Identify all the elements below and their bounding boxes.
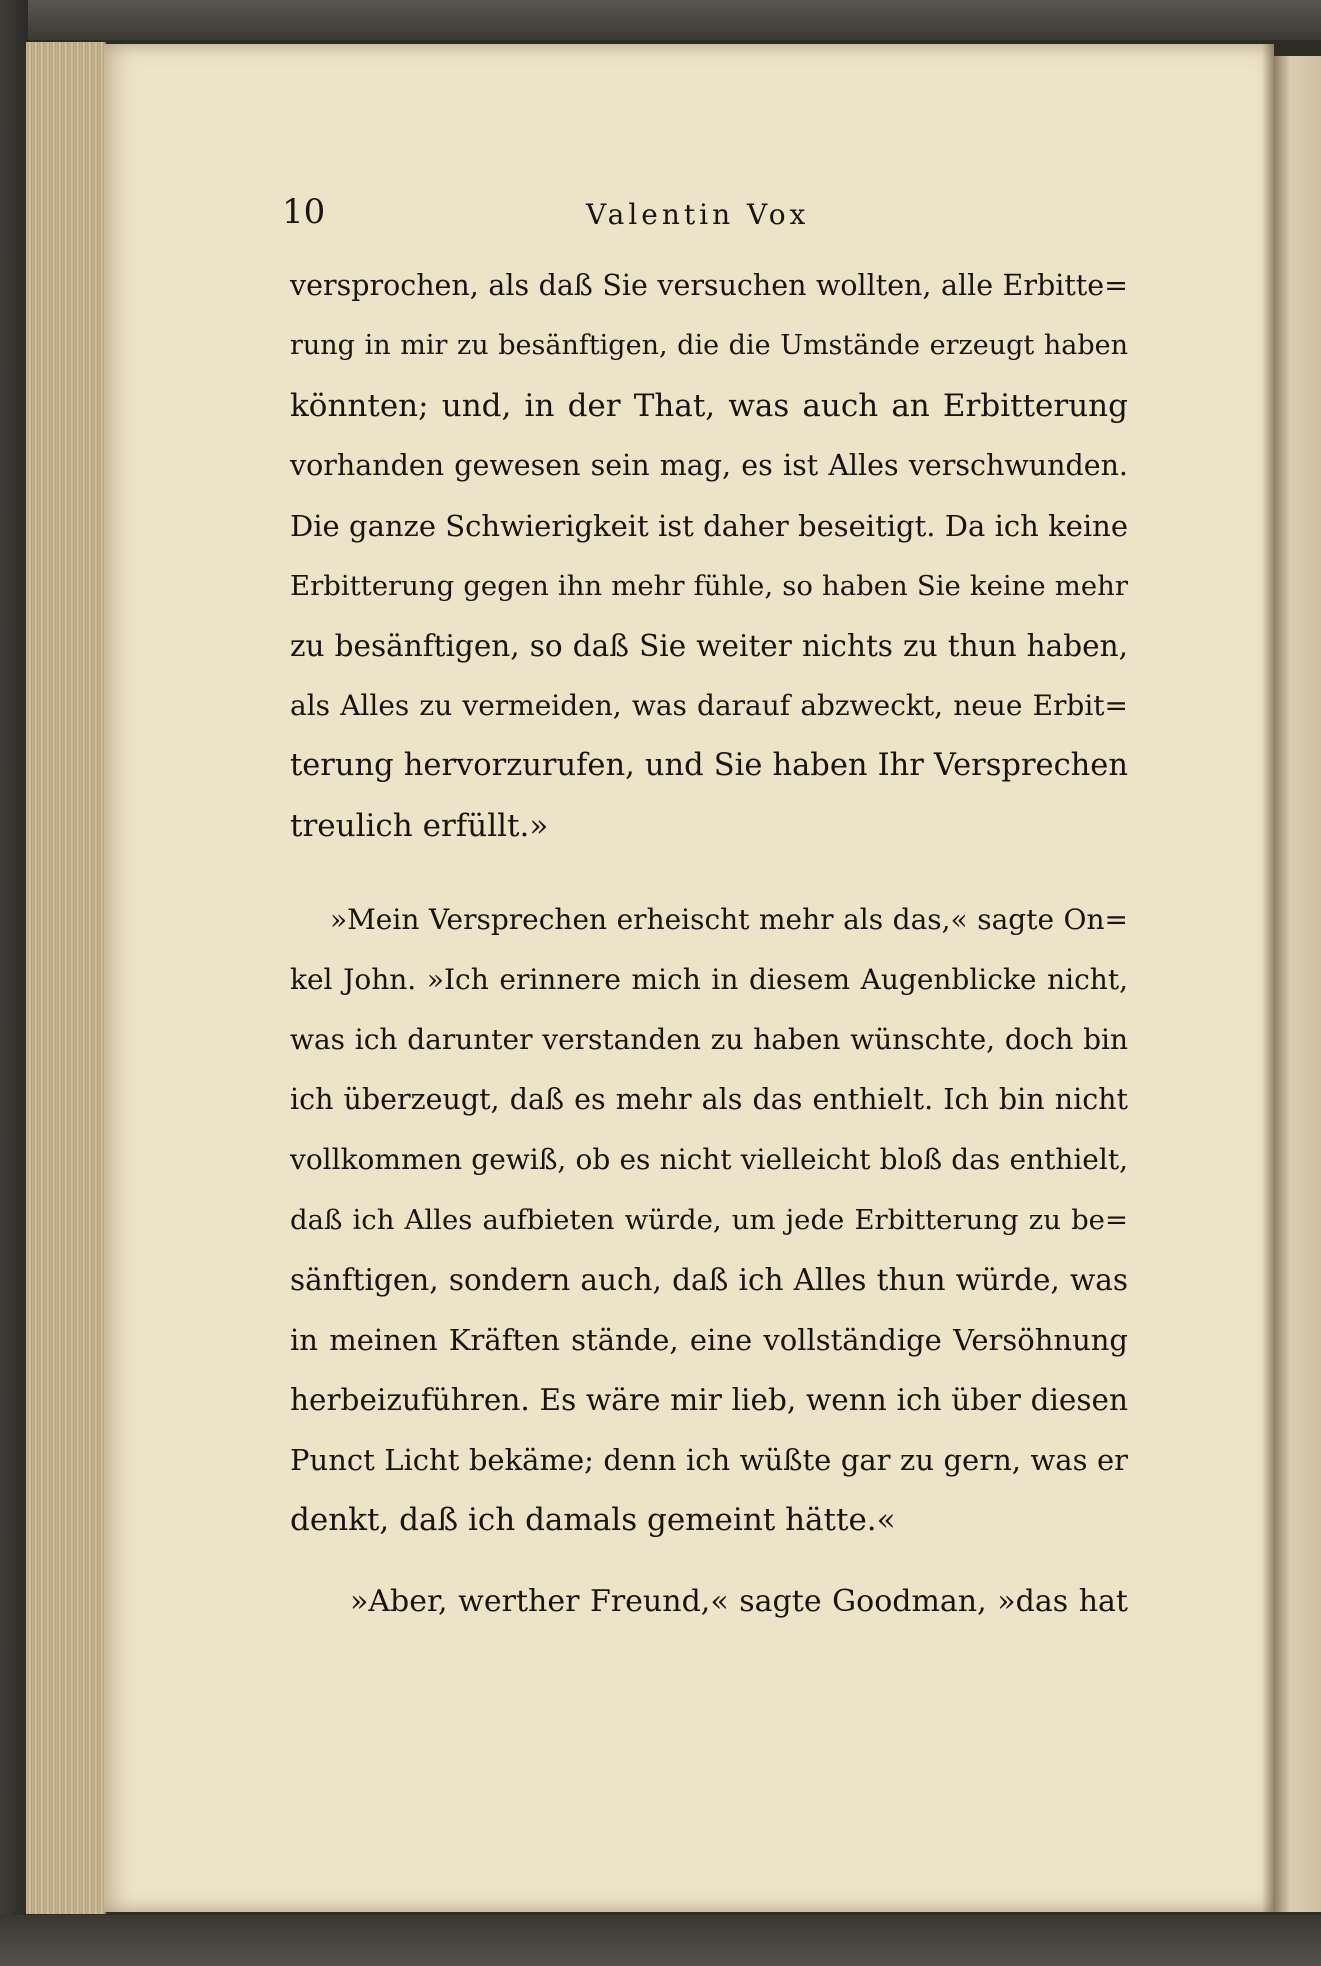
- text-line: könnten; und, in der That, was auch an Erbitterung: [290, 388, 1128, 424]
- text-line: Erbitterung gegen ihn mehr fühle, so haben Sie keine mehr: [290, 570, 1128, 602]
- text-line: Punct Licht bekäme; denn ich wüßte gar zu gern, was er: [290, 1443, 1128, 1477]
- book-cover-top: [0, 0, 1321, 40]
- page-edges: [26, 42, 106, 1914]
- book-cover-left: [0, 0, 28, 1966]
- text-line: Die ganze Schwierigkeit ist daher beseitigt. Da ich keine: [290, 509, 1128, 543]
- text-line: vollkommen gewiß, ob es nicht vielleicht bloß das enthielt,: [290, 1143, 1128, 1176]
- text-line: zu besänftigen, so daß Sie weiter nichts zu thun haben,: [290, 629, 1128, 663]
- text-line: denkt, daß ich damals gemeint hätte.«: [290, 1502, 896, 1538]
- running-title: Valentin Vox: [586, 198, 810, 231]
- text-line: sänftigen, sondern auch, daß ich Alles thun würde, was: [290, 1263, 1128, 1297]
- text-line: vorhanden gewesen sein mag, es ist Alles verschwunden.: [290, 449, 1128, 482]
- facing-page-edge: [1274, 56, 1321, 1912]
- text-line: »Aber, werther Freund,« sagte Goodman, »das hat: [350, 1584, 1128, 1619]
- text-line: als Alles zu vermeiden, was darauf abzweckt, neue Erbit=: [290, 689, 1128, 722]
- text-line: was ich darunter verstanden zu haben wünschte, doch bin: [290, 1023, 1128, 1056]
- text-line: kel John. »Ich erinnere mich in diesem Augenblicke nicht,: [290, 963, 1128, 996]
- page-number: 10: [282, 192, 326, 232]
- text-line: »Mein Versprechen erheischt mehr als das,« sagte On=: [330, 903, 1128, 936]
- text-line: rung in mir zu besänftigen, die die Umstände erzeugt haben: [290, 330, 1128, 361]
- text-line: in meinen Kräften stände, eine vollständige Versöhnung: [290, 1323, 1128, 1357]
- text-line: ich überzeugt, daß es mehr als das enthielt. Ich bin nicht: [290, 1083, 1128, 1116]
- text-line: herbeizuführen. Es wäre mir lieb, wenn ich über diesen: [290, 1383, 1128, 1417]
- text-line: terung hervorzurufen, und Sie haben Ihr Versprechen: [290, 748, 1128, 783]
- text-line: treulich erfüllt.»: [290, 808, 549, 844]
- text-line: versprochen, als daß Sie versuchen wollten, alle Erbitte=: [290, 269, 1128, 302]
- text-line: daß ich Alles aufbieten würde, um jede Erbitterung zu be=: [290, 1204, 1128, 1236]
- book-cover-bottom: [0, 1915, 1321, 1966]
